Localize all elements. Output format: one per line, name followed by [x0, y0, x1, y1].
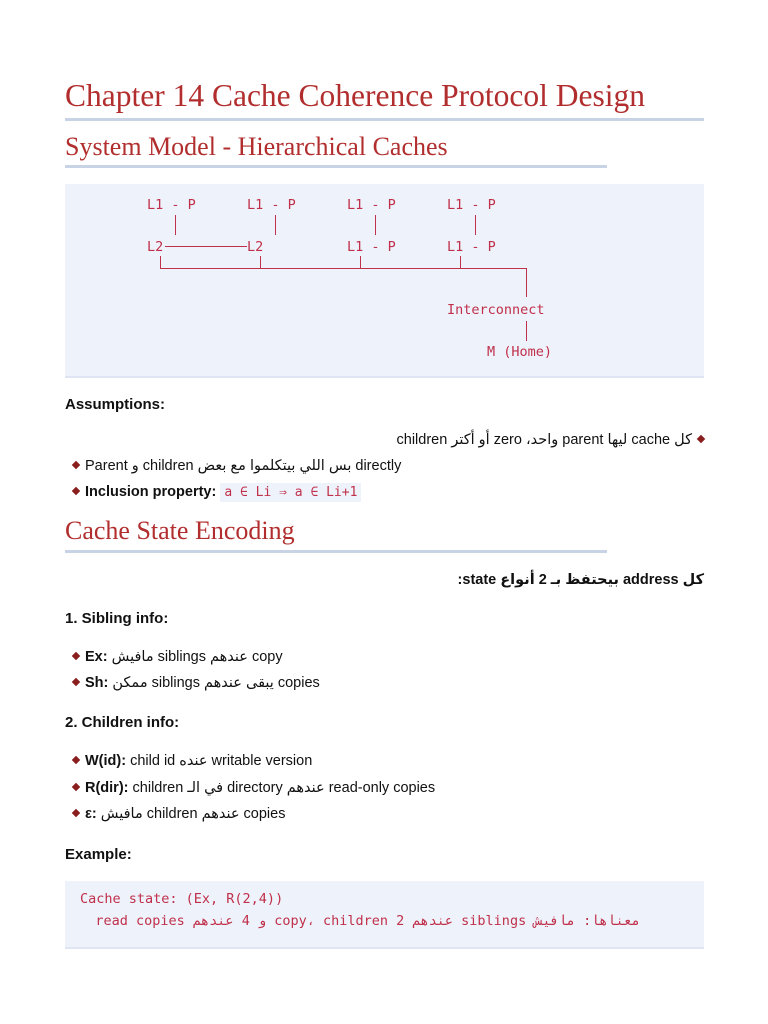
example-code-block [65, 881, 704, 949]
diagram-link [160, 256, 161, 268]
diagram-memory-home: M (Home) [487, 344, 553, 360]
state-desc-ex: مافيش siblings عندهم copy [111, 649, 283, 665]
diagram-link [526, 268, 527, 297]
diagram-l2-link [165, 246, 247, 247]
section-heading-cache-state-encoding: Cache State Encoding [65, 516, 295, 545]
state-key-ex: Ex: [85, 649, 108, 665]
state-desc-r: children في الـ directory عندهم read-only copies [132, 780, 436, 796]
diagram-interconnect: Interconnect [447, 302, 545, 318]
section-underline [65, 550, 607, 553]
diagram-l1-p-2: L1 - P [247, 197, 296, 213]
section-heading-system-model: System Model - Hierarchical Caches [65, 132, 448, 161]
diagram-link [375, 215, 376, 235]
bullet-icon [72, 756, 80, 764]
sibling-info-heading: 1. Sibling info: [65, 610, 169, 627]
state-key-sh: Sh: [85, 675, 109, 691]
diagram-link [260, 256, 261, 268]
example-line-2: معناها: مافيش siblings عندهم copy، children 2 و 4 عندهم read copies [95, 913, 640, 929]
diagram-link [360, 256, 361, 268]
state-desc-epsilon: مافيش children عندهم copies [100, 806, 286, 822]
list-item [73, 805, 285, 823]
inclusion-formula: a ∈ Li ⇒ a ∈ Li+1 [220, 483, 361, 502]
list-item [73, 779, 435, 797]
state-desc-sh: ممكن siblings يبقى عندهم copies [112, 675, 320, 691]
list-item [73, 674, 320, 692]
diagram-l1-p-4: L1 - P [447, 197, 496, 213]
diagram-l1-p-6: L1 - P [447, 239, 496, 255]
title-underline [65, 118, 704, 121]
assumption-text-2: Parent و children بس اللي بيتكلموا مع بعض directly [85, 458, 402, 474]
list-item [73, 457, 401, 475]
diagram-bus [160, 268, 526, 269]
diagram-l1-p-3: L1 - P [347, 197, 396, 213]
bullet-icon [72, 783, 80, 791]
section-underline [65, 165, 607, 168]
state-desc-w: child id عنده writable version [130, 753, 313, 769]
bullet-icon [72, 652, 80, 660]
list-item [73, 752, 312, 770]
diagram-l1-p-5: L1 - P [347, 239, 396, 255]
bullet-icon [72, 809, 80, 817]
diagram-link [275, 215, 276, 235]
children-info-heading: 2. Children info: [65, 714, 180, 731]
hierarchy-diagram [65, 184, 704, 378]
diagram-link [475, 215, 476, 235]
bullet-icon [72, 461, 80, 469]
chapter-title: Chapter 14 Cache Coherence Protocol Design [65, 78, 645, 113]
diagram-link [175, 215, 176, 235]
diagram-l1-p-1: L1 - P [147, 197, 196, 213]
diagram-link [460, 256, 461, 268]
assumption-text-1: كل cache ليها parent واحد، zero أو أكتر children [396, 432, 692, 448]
bullet-icon [697, 435, 705, 443]
inclusion-label: Inclusion property: [85, 484, 217, 500]
state-key-w: W(id): [85, 753, 127, 769]
state-key-epsilon: ε: [85, 806, 97, 822]
state-key-r: R(dir): [85, 780, 129, 796]
list-item [73, 648, 283, 666]
diagram-link [526, 321, 527, 341]
assumptions-heading: Assumptions: [65, 396, 166, 413]
diagram-l2-1: L2 [147, 239, 164, 255]
state-intro: كل address بيحتفظ بـ 2 أنواع state: [457, 572, 704, 588]
diagram-l2-2: L2 [247, 239, 264, 255]
bullet-icon [72, 487, 80, 495]
example-heading: Example: [65, 846, 132, 863]
list-item [73, 483, 361, 502]
list-item [65, 431, 704, 449]
bullet-icon [72, 678, 80, 686]
example-line-1: Cache state: (Ex, R(2,4)) [80, 891, 284, 907]
